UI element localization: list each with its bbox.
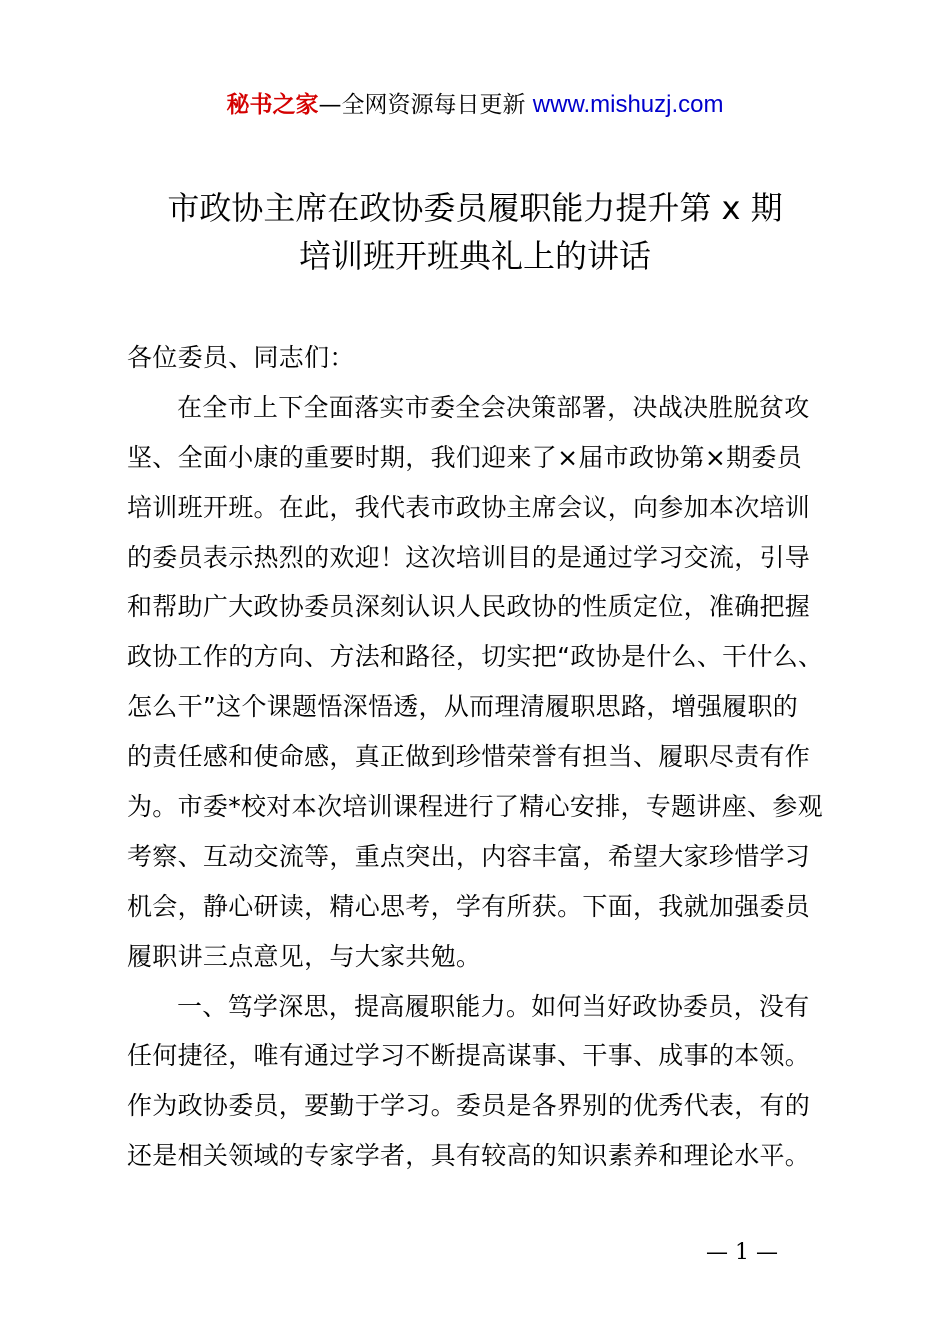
- brand-name: 秘书之家: [226, 92, 319, 118]
- section-heading-line: 一、笃学深思，提高履职能力。如何当好政协委员，没有: [177, 991, 810, 1021]
- text-line: 任何捷径，唯有通过学习不断提高谋事、干事、成事的本领。: [127, 1041, 811, 1071]
- text-line: 考察、互动交流等，重点突出，内容丰富，希望大家珍惜学习: [127, 841, 811, 871]
- text-line: 坚、全面小康的重要时期，我们迎来了×届市政协第×期委员: [127, 442, 802, 472]
- text-line: 的责任感和使命感，真正做到珍惜荣誉有担当、履职尽责有作: [127, 742, 811, 772]
- title-line-1: 市政协主席在政协委员履职能力提升第 x 期: [167, 189, 783, 227]
- document-title: [100, 184, 850, 280]
- text-line: 怎么干”这个课题悟深悟透，从而理清履职思路，增强履职的: [127, 692, 799, 722]
- text-line: 机会，静心研读，精心思考，学有所获。下面，我就加强委员: [127, 891, 811, 921]
- text-line: 为。市委*校对本次培训课程进行了精心安排，专题讲座、参观: [127, 792, 823, 822]
- text-line: 在全市上下全面落实市委全会决策部署，决战决胜脱贫攻: [177, 392, 810, 422]
- site-url-link[interactable]: www.mishuzj.com: [532, 91, 724, 118]
- text-line: 作为政协委员，要勤于学习。委员是各界别的优秀代表，有的: [127, 1091, 811, 1121]
- salutation: 各位委员、同志们：: [127, 343, 355, 372]
- text-line: 还是相关领域的专家学者，具有较高的知识素养和理论水平。: [127, 1141, 811, 1171]
- text-line: 培训班开班。在此，我代表市政协主席会议，向参加本次培训: [127, 492, 811, 522]
- document-body: [127, 333, 837, 1181]
- text-line: 履职讲三点意见，与大家共勉。: [127, 941, 482, 971]
- text-line: 的委员表示热烈的欢迎！这次培训目的是通过学习交流，引导: [127, 542, 811, 572]
- title-line-2: 培训班开班典礼上的讲话: [298, 237, 651, 275]
- header-tagline: —全网资源每日更新: [318, 92, 526, 118]
- text-line: 政协工作的方向、方法和路径，切实把“政协是什么、干什么、: [127, 642, 824, 672]
- text-line: 和帮助广大政协委员深刻认识人民政协的性质定位，准确把握: [127, 592, 811, 622]
- page-number: — 1 —: [706, 1240, 778, 1265]
- site-header: [0, 88, 950, 122]
